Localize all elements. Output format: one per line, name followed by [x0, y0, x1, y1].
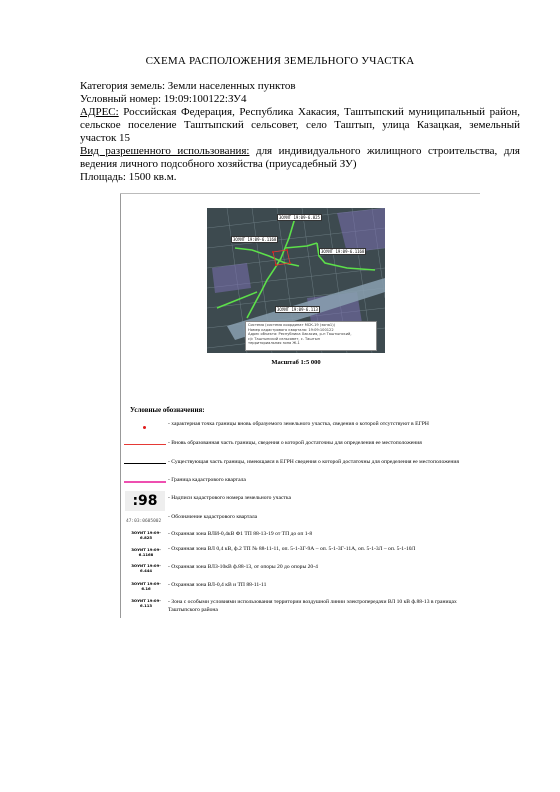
cadastral-label-symbol: :98: [125, 491, 165, 511]
zone-symbol: ЗОУИТ 19:09-6.16: [131, 581, 161, 591]
map-zone-tag-4: ЗОУИТ 19:09-6.113: [277, 307, 318, 312]
map-note-line: территориальная зона Ж-1: [248, 341, 300, 346]
map-note-line: Система (система координат МСК-19 (зона1)): [248, 323, 336, 327]
map-info-note: [245, 321, 377, 351]
map-note-line: с/с Таштыпский сельсовет, с. Таштып: [248, 336, 320, 341]
sheet-left-border: [120, 193, 121, 618]
map-note-line: Адрес объекта: Республика Хакасия, р-н Таштыпский,: [248, 332, 352, 337]
legend-text: - Обозначение кадастрового квартала: [168, 514, 258, 520]
legend-text: - Граница кадастрового квартала: [168, 477, 246, 483]
zone-symbol: ЗОУИТ 19:09-6.113: [131, 598, 161, 608]
zone-symbol: ЗОУИТ 19:09-6.825: [131, 530, 161, 540]
legend-text: - Охранная зона ВЛ-0,4 кВ и ТП 88-11-11: [168, 582, 267, 588]
cadastral-map: [207, 208, 385, 353]
new-boundary-line-symbol: [124, 444, 166, 445]
area: Площадь: 1500 кв.м.: [80, 171, 177, 183]
quarter-boundary-line-symbol: [124, 481, 166, 483]
legend-text: - Надписи кадастрового номера земельного участка: [168, 495, 291, 501]
map-note-line: Номер кадастрового квартала: 19:09:100122: [248, 327, 334, 332]
parcel-info: [80, 80, 520, 184]
zone-symbol: ЗОУИТ 19:09-6.444: [131, 563, 161, 573]
page-title: СХЕМА РАСПОЛОЖЕНИЯ ЗЕМЕЛЬНОГО УЧАСТКА: [145, 55, 415, 67]
scheme-sheet: [120, 193, 480, 618]
legend-text: - Зона с особыми условиями использования территории воздушной линии электропередачи ВЛ 10 кВ ф.88-13 в границах Таштыпского района: [168, 599, 457, 613]
permitted-use-label: Вид разрешенного использования:: [80, 145, 250, 157]
conditional-number: Условный номер: 19:09:100122:ЗУ4: [80, 93, 247, 105]
quarter-number-symbol: 47:03:0605002: [126, 519, 162, 524]
permitted-use-text: для индивидуального жилищного строительства, для ведения личного подсобного хозяйства (приусадебный ЗУ): [80, 145, 520, 170]
legend-text: - Вновь образованная часть границы, сведения о которой достаточны для определения ее местоположения: [168, 440, 422, 446]
scale-label: Масштаб 1:5 000: [271, 359, 321, 366]
legend-text: - Охранная зона ВЛ 0,4 кВ, ф.2 ТП № 88-11-11, оп. 5-1-3Г-9А – оп. 5-1-3Г-11А, оп. 5-1-3Л – оп. 5-1-10Л: [168, 546, 416, 552]
existing-boundary-line-symbol: [124, 463, 166, 464]
zone-symbol: ЗОУИТ 19:09-6.1168: [131, 547, 161, 557]
address-label: АДРЕС:: [80, 106, 119, 118]
map-zone-tag-3: ЗОУИТ 19:09-6.1168: [321, 249, 365, 254]
boundary-point-symbol: [143, 426, 146, 429]
map-zone-tag-2: ЗОУИТ 19:09-6.1168: [233, 237, 277, 242]
land-category: Категория земель: Земли населенных пунктов: [80, 80, 296, 92]
legend-text: - Охранная зона ВЛЗ-10кВ ф.88-13, от опоры 20 до опоры 20-4: [168, 564, 318, 570]
legend-text: - Существующая часть границы, имеющаяся в ЕГРН сведения о которой достаточны для определения ее местоположения: [168, 459, 459, 465]
address: [80, 106, 520, 145]
legend-text: - характерная точка границы вновь образуемого земельного участка, сведения о которой отсутствуют в ЕГРН: [168, 421, 429, 427]
legend-text: - Охранная зона ВЛИ-0,4кВ Ф1 ТП 88-13-19 от ТП до оп 1-8: [168, 531, 313, 537]
address-text: Российская Федерация, Республика Хакасия, Таштыпский муниципальный район, сельское поселение Таштыпский сельсовет, село Таштып, улица Казацкая, земельный участок 15: [80, 106, 520, 144]
legend-title: Условные обозначения:: [130, 406, 205, 414]
permitted-use: [80, 145, 520, 171]
sheet-top-border: [120, 193, 480, 194]
map-zone-tag-1: ЗОУИТ 19:09-6.825: [279, 215, 320, 220]
